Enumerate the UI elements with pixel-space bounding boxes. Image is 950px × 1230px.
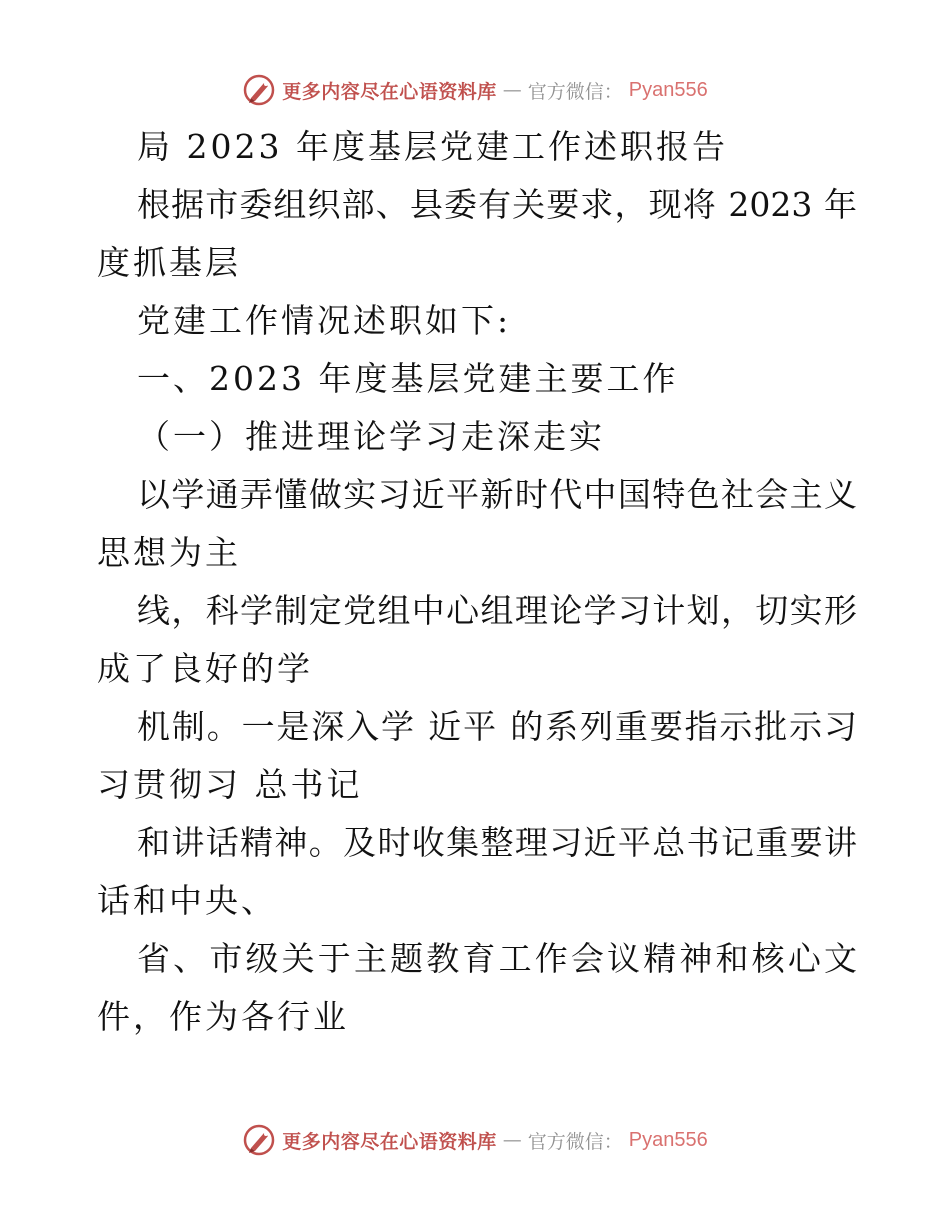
document-line: 根据市委组织部、县委有关要求，现将 2023 年 bbox=[137, 185, 857, 224]
document-line: 话和中央、 bbox=[97, 881, 277, 920]
watermark-title: 更多内容尽在心语资料库 bbox=[282, 1130, 497, 1153]
document-line: 局 2023 年度基层党建工作述职报告 bbox=[137, 127, 728, 166]
document-line: 成了良好的学 bbox=[97, 649, 313, 688]
document-line: 习贯彻习 总书记 bbox=[97, 765, 363, 804]
watermark-id: Pyan556 bbox=[628, 78, 708, 101]
document-line: 线，科学制定党组中心组理论学习计划，切实形 bbox=[137, 591, 857, 630]
watermark-dash: — bbox=[502, 79, 522, 101]
document-line: 和讲话精神。及时收集整理习近平总书记重要讲 bbox=[137, 823, 857, 862]
document-line: 件，作为各行业 bbox=[97, 997, 349, 1036]
document-line: 一、2023 年度基层党建主要工作 bbox=[137, 359, 679, 398]
document-line: （一）推进理论学习走深走实 bbox=[137, 417, 605, 456]
watermark-id: Pyan556 bbox=[628, 1128, 708, 1151]
pen-logo-icon bbox=[242, 73, 276, 107]
document-line: 思想为主 bbox=[97, 533, 241, 572]
pen-logo-icon bbox=[242, 1123, 276, 1157]
watermark-label: 官方微信： bbox=[527, 1130, 623, 1153]
watermark-dash: — bbox=[502, 1129, 522, 1151]
watermark-footer bbox=[0, 1120, 950, 1160]
document-body bbox=[97, 118, 857, 1046]
document-line: 以学通弄懂做实习近平新时代中国特色社会主义 bbox=[137, 475, 857, 514]
document-line: 党建工作情况述职如下: bbox=[137, 301, 512, 340]
document-line: 度抓基层 bbox=[97, 243, 241, 282]
watermark-label: 官方微信： bbox=[527, 80, 623, 103]
document-line: 省、市级关于主题教育工作会议精神和核心文 bbox=[137, 939, 857, 978]
watermark-title: 更多内容尽在心语资料库 bbox=[282, 80, 497, 103]
watermark-header bbox=[0, 70, 950, 110]
document-line: 机制。一是深入学 近平 的系列重要指示批示习 bbox=[137, 707, 857, 746]
